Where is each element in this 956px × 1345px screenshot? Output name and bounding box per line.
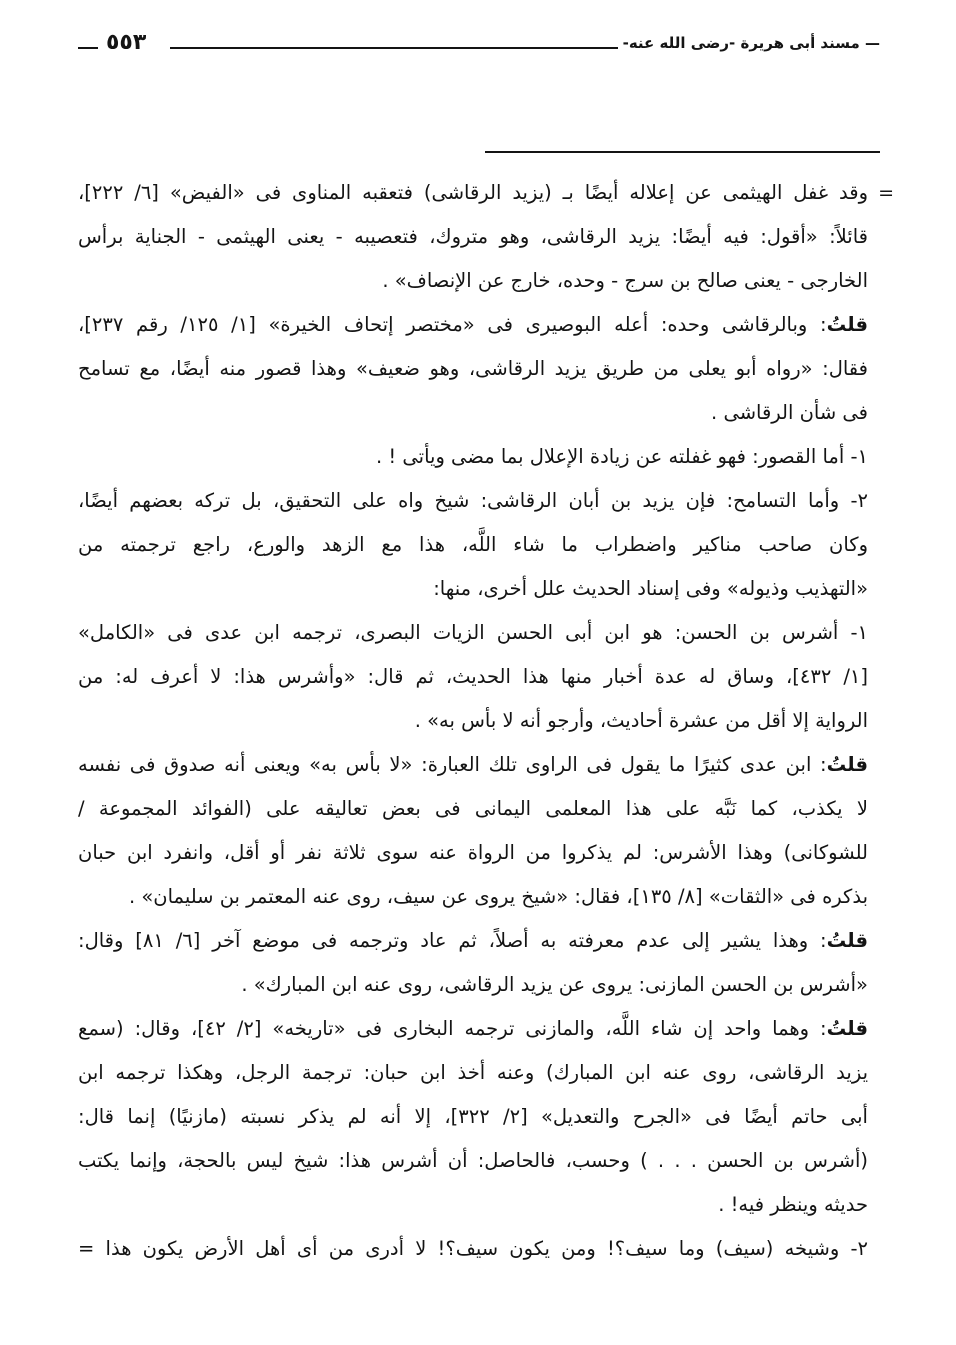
text-line <box>78 743 868 787</box>
text-line <box>78 1183 868 1227</box>
text-line <box>78 1007 868 1051</box>
line-text: أبى حاتم أيضًا فى «الجرح والتعديل» [٢/ ٣٢٢]، إلا أنه لم يذكر نسبته (مازنيًا) إنما قال: <box>78 1105 868 1128</box>
text-line <box>78 391 868 435</box>
text-line <box>78 963 868 1007</box>
line-lead-word: قلتُ <box>826 1017 868 1040</box>
header-dash <box>78 47 98 49</box>
header-rule <box>170 47 618 49</box>
text-line <box>78 171 868 215</box>
footnote-separator-rule <box>485 151 880 153</box>
line-text: قائلاً: «أقول: فيه أيضًا: يزيد الرقاشى، وهو متروك، فتعصيبه - يعنى الهيثمى - الجناية برأس <box>78 225 868 248</box>
line-text: : وهما واحد إن شاء اللَّه، والمازنى ترجمه البخارى فى «تاريخه» [٢/ ٤٢]، وقال: (سمع <box>78 1017 827 1040</box>
text-line <box>78 919 868 963</box>
line-text: : وهذا يشير إلى عدم معرفته به أصلاً، ثم عاد وترجمه فى موضع آخر [٦/ ٨١] وقال: <box>78 929 827 952</box>
text-line <box>78 699 868 743</box>
line-text: وكان صاحب مناكير واضطراب ما شاء اللَّه، هذا مع الزهد والورع، راجع ترجمته من <box>78 533 868 556</box>
continuation-mark: = <box>878 182 894 204</box>
text-line <box>78 1095 868 1139</box>
line-lead-word: قلتُ <box>826 929 869 952</box>
line-text: «التهذيب وذيوله» وفى إسناد الحديث علل أخرى، منها: <box>433 577 868 600</box>
line-lead-word: قلتُ <box>826 753 868 776</box>
text-line <box>78 787 868 831</box>
line-text: وقد غفل الهيثمى عن إعلاله أيضًا بـ (يزيد الرقاشى) فتعقبه المناوى فى «الفيض» [٦/ ٢٢٢]، <box>78 181 868 204</box>
line-text: : وبالرقاشى وحده: أعله البوصيرى فى «مختصر إتحاف الخيرة» [١/ ١٢٥/ رقم ٢٣٧]، <box>78 313 827 336</box>
text-line <box>78 215 868 259</box>
text-line <box>78 567 868 611</box>
footnote-text <box>78 171 868 1271</box>
line-text: الخارجى - يعنى صالح بن سرج - وحده، خارج عن الإنصاف» . <box>382 269 868 292</box>
page-number: ٥٥٣ <box>106 30 147 55</box>
text-line <box>78 831 868 875</box>
text-line <box>78 479 868 523</box>
line-text: لا يكذب، كما نَبَّه على هذا المعلمى اليمانى فى بعض تعاليقه على (الفوائد المجموعة / <box>78 797 868 820</box>
text-line <box>78 303 868 347</box>
line-text: «أشرس بن الحسن المازنى: يروى عن يزيد الرقاشى، روى عنه ابن المبارك» . <box>241 973 868 996</box>
text-line <box>78 435 868 479</box>
text-line <box>78 523 868 567</box>
line-text: للشوكانى) وهذا الأشرس: لم يذكروا من الرواة عنه سوى ثلاثة نفر أو أقل، وانفرد ابن حبان <box>78 841 868 864</box>
line-text: ١- أما القصور: فهو غفلته عن زيادة الإعلال بما مضى ويأتى ! . <box>375 445 868 468</box>
line-lead-word: قلتُ <box>826 313 868 336</box>
text-line <box>78 611 868 655</box>
line-text: ٢- وأما التسامح: فإن يزيد بن أبان الرقاشى: شيخ واه على التحقيق، بل تركه بعضهم أيضًا، <box>78 489 868 512</box>
line-text: حديثه وينظر فيه! . <box>718 1193 868 1216</box>
line-text: الرواية إلا أقل من عشرة أحاديث، وأرجو أنه لا بأس به» . <box>414 709 868 732</box>
line-text: (أشرس بن الحسن . . . ) وحسب، فالحاصل: أن أشرس هذا: شيخ ليس بالحجة، وإنما يكتب <box>78 1149 868 1172</box>
line-text: فقال: «رواه أبو يعلى من طريق يزيد الرقاشى، وهو ضعيف» وهذا قصور منه أيضًا، مع تسامح <box>78 357 868 380</box>
text-line <box>78 1139 868 1183</box>
text-line <box>78 655 868 699</box>
text-line <box>78 259 868 303</box>
running-header <box>78 30 880 64</box>
line-text: فى شأن الرقاشى . <box>711 401 868 424</box>
text-line <box>78 347 868 391</box>
text-line <box>78 1227 868 1271</box>
line-text: : ابن عدى كثيرًا ما يقول فى الراوى تلك العبارة: «لا بأس به» ويعنى أنه صدوق فى نفسه <box>78 753 827 776</box>
line-text: ١- أشرس بن الحسن: هو ابن أبى الحسن الزيات البصرى، ترجمه ابن عدى فى «الكامل» <box>78 621 868 644</box>
line-text: يزيد الرقاشى، روى عنه ابن المبارك) وعنه أخذ ابن حبان: ترجمة الرجل، وهكذا ترجمه ابن <box>78 1061 868 1084</box>
text-line <box>78 1051 868 1095</box>
running-header-title: — مسند أبى هريرة -رضى الله عنه- <box>622 34 880 52</box>
line-text: بذكره فى «الثقات» [٨/ ١٣٥]، فقال: «شيخ يروى عن سيف، روى عنه المعتمر بن سليمان» . <box>128 885 868 908</box>
line-text: [١/ ٤٣٢]، وساق له عدة أخبار منها هذا الحديث، ثم قال: «وأشرس هذا: لا أعرف له: من <box>78 665 868 688</box>
text-line <box>78 875 868 919</box>
line-text: ٢- وشيخه (سيف) وما سيف؟! ومن يكون سيف؟! لا أدرى من أى أهل الأرض يكون هذا = <box>78 1237 868 1260</box>
